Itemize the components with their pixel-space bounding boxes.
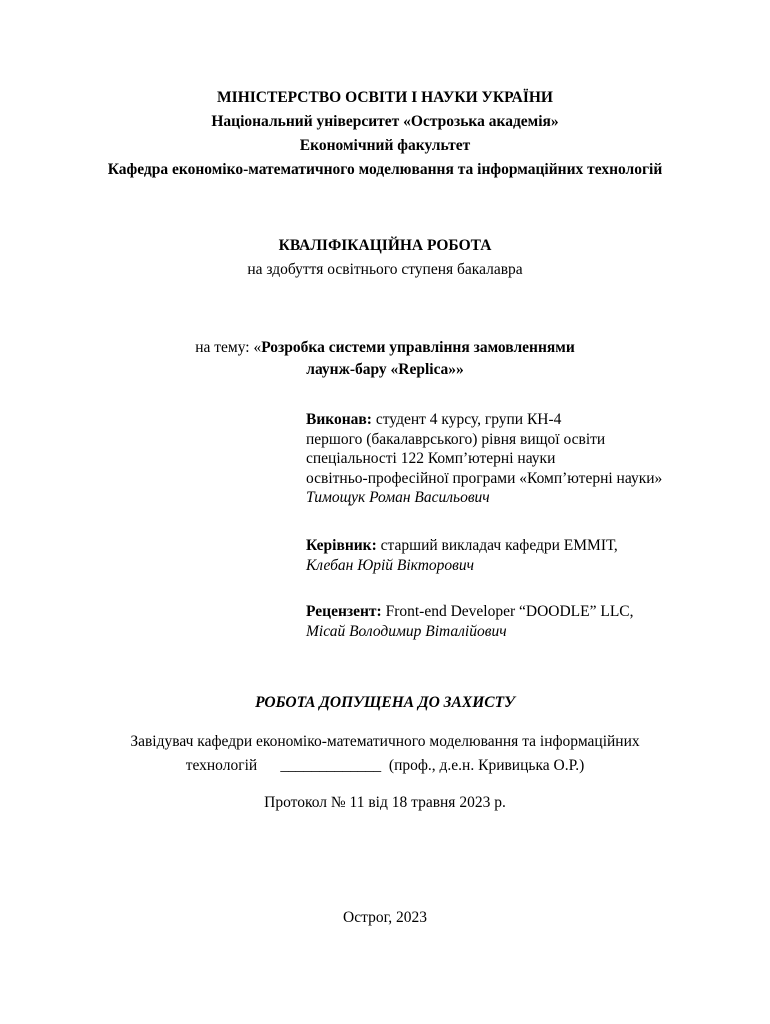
supervisor-line-1 [306, 536, 618, 556]
ministry-heading: МІНІСТЕРСТВО ОСВІТИ І НАУКИ УКРАЇНИ [217, 89, 553, 106]
supervisor-block [306, 536, 618, 575]
topic-title-part-2: лаунж-бару «Replica»» [306, 361, 464, 378]
admission-title: РОБОТА ДОПУЩЕНА ДО ЗАХИСТУ [255, 694, 515, 711]
topic-line-1 [0, 338, 770, 358]
author-label: Виконав: [306, 411, 372, 428]
author-name: Тимощук Роман Васильович [306, 489, 490, 506]
supervisor-position: старший викладач кафедри ЕММІТ, [376, 537, 618, 554]
reviewer-block [306, 602, 634, 641]
author-course: студент 4 курсу, групи КН-4 [371, 411, 562, 428]
department-head-line-2: технологій _____________ (проф., д.е.н. Кривицька О.Р.) [185, 757, 585, 774]
author-block [306, 410, 662, 508]
author-line-3: спеціальності 122 Комп’ютерні науки [306, 450, 556, 467]
degree-subtitle: на здобуття освітнього ступеня бакалавра [247, 261, 523, 278]
topic-title-part-1: Розробка системи управління замовленнями [261, 339, 575, 356]
department-head-line-1: Завідувач кафедри економіко-математичного моделювання та інформаційних [130, 733, 640, 750]
protocol-line: Протокол № 11 від 18 травня 2023 р. [264, 794, 506, 811]
supervisor-label: Керівник: [306, 537, 377, 554]
topic-prefix: на тему: « [195, 339, 262, 356]
reviewer-name: Місай Володимир Віталійович [306, 622, 507, 640]
place-year: Острог, 2023 [343, 909, 427, 926]
university-name: Національний університет «Острозька академія» [211, 113, 559, 130]
faculty-name: Економічний факультет [299, 137, 471, 154]
author-line-2: першого (бакалаврського) рівня вищої освіти [306, 430, 606, 448]
supervisor-name: Клебан Юрій Вікторович [306, 556, 475, 574]
author-line-4: освітньо-професійної програми «Комп’ютерні науки» [306, 469, 663, 487]
author-line-1 [306, 410, 662, 430]
department-name: Кафедра економіко-математичного моделювання та інформаційних технологій [107, 161, 663, 178]
reviewer-label: Рецензент: [306, 603, 382, 620]
reviewer-line-1 [306, 602, 634, 622]
work-type-title: КВАЛІФІКАЦІЙНА РОБОТА [278, 237, 492, 254]
reviewer-position: Front-end Developer “DOODLE” LLC, [381, 603, 634, 620]
